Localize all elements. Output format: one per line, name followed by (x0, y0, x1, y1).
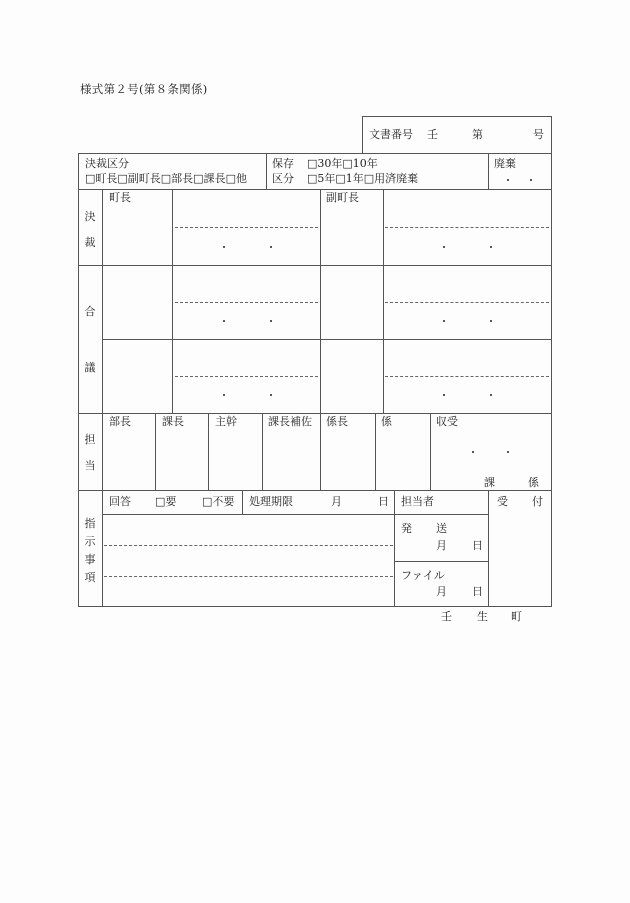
date-dot (472, 451, 474, 453)
date-dot (507, 451, 509, 453)
tantou-col-header: 課長 (162, 415, 184, 428)
date-dot (443, 246, 445, 248)
sent-label-2: 送 (436, 522, 447, 535)
uketsuke-label: 受 (497, 495, 508, 508)
person-in-charge-label: 担当者 (401, 495, 434, 508)
tantou-col-header: 係長 (326, 415, 348, 428)
retention-label-1: 保存 (272, 157, 294, 170)
instructions-side-label: 示 (84, 535, 96, 548)
date-dot (443, 394, 445, 396)
date-dot (270, 320, 272, 322)
reply-not-required-checkbox[interactable]: □不要 (202, 495, 235, 508)
instructions-side-label: 項 (84, 571, 96, 584)
disposal-date-dot (507, 179, 509, 181)
date-dot (223, 246, 225, 248)
retention-options-2[interactable]: □5年□1年□用済廃棄 (307, 172, 419, 185)
file-day: 日 (472, 585, 483, 598)
sent-label-1: 発 (401, 522, 412, 535)
kessai-side-label: 決 (84, 210, 96, 223)
deadline-month: 月 (331, 495, 342, 508)
date-dot (443, 320, 445, 322)
tantou-col-header: 部長 (109, 415, 131, 428)
reply-label: 回答 (109, 495, 131, 508)
footer-town: 生 (477, 610, 488, 623)
file-label: ファイル (401, 569, 445, 582)
receipt-ka: 課 (484, 476, 495, 489)
footer-town: 町 (511, 610, 522, 623)
date-dot (223, 394, 225, 396)
tantou-side-label: 担 (84, 433, 96, 446)
instructions-side-label: 事 (84, 553, 96, 566)
date-dot (490, 246, 492, 248)
uketsuke-label: 付 (532, 495, 543, 508)
tantou-col-header: 主幹 (215, 415, 237, 428)
date-dot (223, 320, 225, 322)
deputy-mayor-label: 副町長 (326, 191, 359, 204)
date-dot (270, 246, 272, 248)
sent-day: 日 (472, 539, 483, 552)
mayor-label: 町長 (109, 191, 131, 204)
reply-required-checkbox[interactable]: □要 (155, 495, 177, 508)
retention-options-1[interactable]: □30年□10年 (307, 157, 378, 170)
date-dot (490, 394, 492, 396)
date-dot (490, 320, 492, 322)
footer-town: 壬 (441, 610, 452, 623)
date-dot (270, 394, 272, 396)
receipt-label: 収受 (436, 415, 458, 428)
file-month: 月 (436, 585, 447, 598)
tantou-col-header: 係 (381, 415, 392, 428)
form-title: 様式第２号(第８条関係) (80, 82, 208, 96)
decision-category-options[interactable]: □町長□副町長□部長□課長□他 (85, 172, 247, 185)
disposal-date-dot (530, 179, 532, 181)
deadline-label: 処理期限 (249, 495, 293, 508)
doc-number-label: 文書番号 (369, 128, 413, 141)
doc-number-go: 号 (533, 128, 544, 141)
receipt-kakari: 係 (528, 476, 539, 489)
gougi-side-label: 合 (84, 305, 96, 318)
decision-category-label: 決裁区分 (85, 157, 129, 170)
doc-number-dai: 第 (472, 128, 483, 141)
sent-month: 月 (436, 539, 447, 552)
gougi-side-label: 議 (84, 361, 96, 374)
doc-number-prefix: 壬 (427, 128, 438, 141)
kessai-side-label: 裁 (84, 236, 96, 249)
retention-label-2: 区分 (272, 172, 294, 185)
instructions-side-label: 指 (84, 517, 96, 530)
disposal-label: 廃棄 (494, 157, 516, 170)
tantou-col-header: 課長補佐 (268, 415, 312, 428)
deadline-day: 日 (378, 495, 389, 508)
tantou-side-label: 当 (84, 459, 96, 472)
